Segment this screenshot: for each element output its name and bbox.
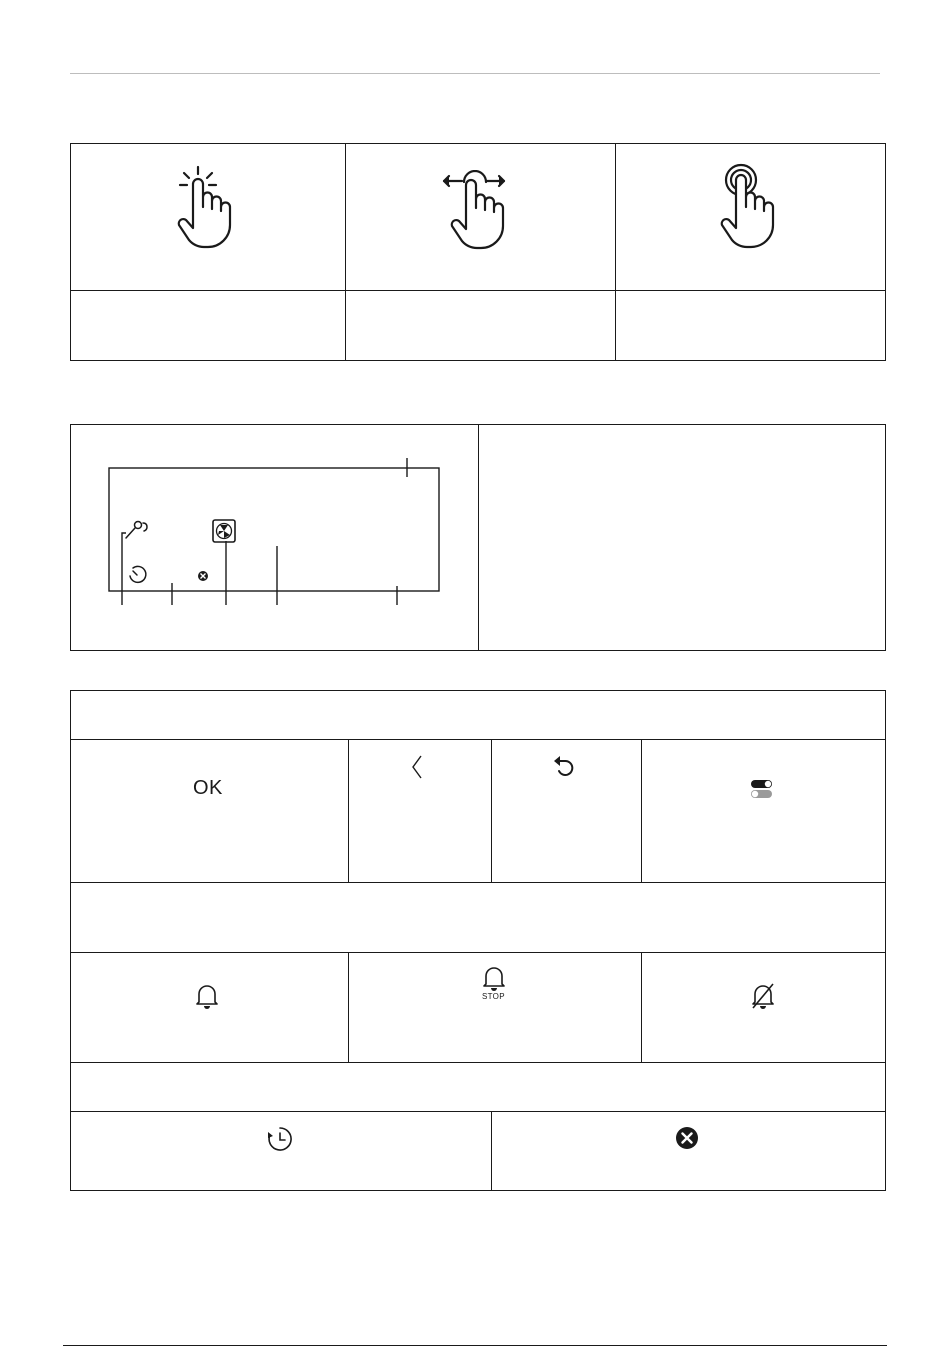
cancel-small-icon [198,571,208,581]
chevron-left-icon[interactable] [410,754,424,780]
buttons-row-divider-3 [70,952,886,953]
clock-delay-icon[interactable] [266,1125,294,1153]
bell-icon[interactable] [195,982,219,1010]
bell-off-icon[interactable] [750,982,776,1010]
buttons-row-divider-5 [70,1111,886,1112]
undo-icon[interactable] [552,754,576,780]
ok-button[interactable]: OK [193,777,223,799]
row2-col-divider-2 [491,739,492,882]
header-rule [70,73,880,74]
timer-icon [130,566,146,582]
row4-col-divider-2 [641,952,642,1062]
row6-col-divider [491,1111,492,1191]
display-frame [109,468,439,591]
display-col-divider [478,424,479,651]
buttons-row-divider-4 [70,1062,886,1063]
callout-line-1 [122,533,126,605]
buttons-row-divider-1 [70,739,886,740]
toggle-icon[interactable] [749,778,775,800]
footer-rule [63,1345,887,1346]
press-hand-icon [718,163,780,249]
buttons-table [70,690,886,1191]
food-sensor-icon [126,522,147,539]
fan-function-icon [213,520,235,542]
row2-col-divider-3 [641,739,642,882]
stop-label: STOP [482,992,505,1001]
gestures-col-divider-1 [345,143,346,361]
buttons-row-divider-2 [70,882,886,883]
tap-hand-icon [175,165,237,249]
gestures-col-divider-2 [615,143,616,361]
bell-stop-icon[interactable] [482,966,506,992]
gestures-table-divider [70,290,886,291]
row2-col-divider-1 [348,739,349,882]
swipe-hand-icon [440,170,510,250]
row4-col-divider-1 [348,952,349,1062]
display-diagram [100,455,450,610]
cancel-icon[interactable] [675,1126,699,1150]
